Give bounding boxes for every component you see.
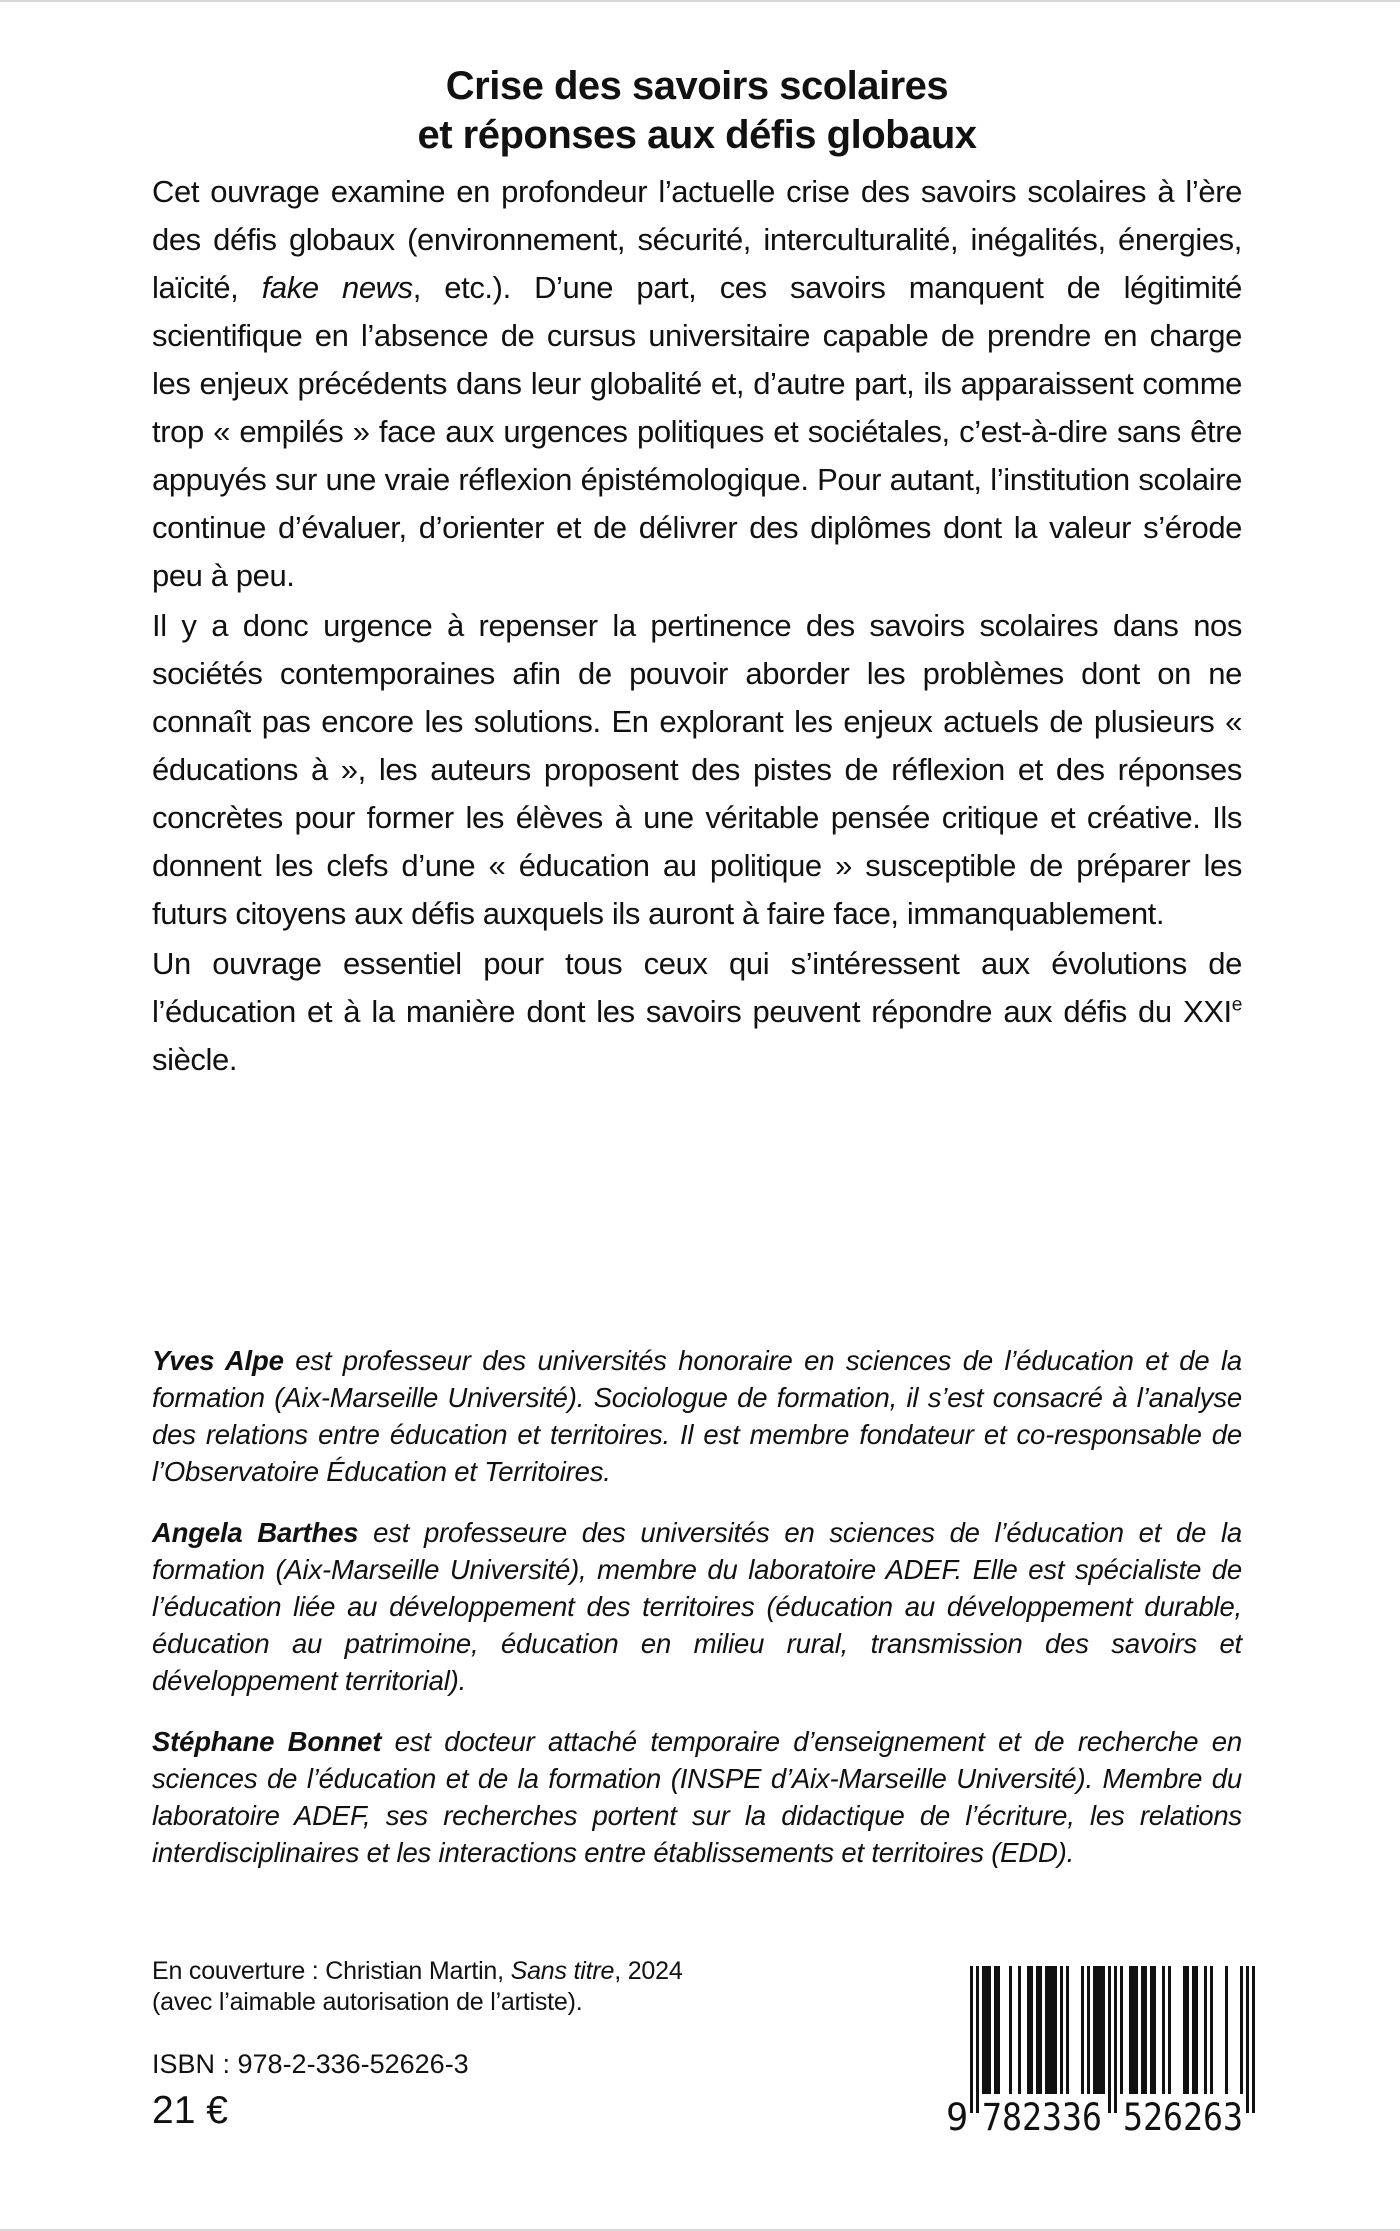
synopsis — [152, 168, 1242, 1086]
barcode-bars — [946, 1966, 1261, 2138]
cover-credit-work-title: Sans titre — [510, 1957, 615, 1985]
cover-credit-year: , 2024 — [614, 1957, 683, 1985]
author-name: Stéphane Bonnet — [152, 1726, 382, 1757]
author-name: Yves Alpe — [152, 1345, 284, 1376]
svg-text:782336: 782336 — [982, 2096, 1102, 2138]
cover-credit-line2: (avec l’aimable autorisation de l’artiste). — [152, 1988, 583, 2016]
price-text: 21 € — [152, 2089, 228, 2132]
ean13-barcode — [946, 1966, 1261, 2138]
author-bios — [152, 1342, 1242, 1895]
synopsis-p1-text-cont: , etc.). D’une part, ces savoirs manquent de légitimité scientifique en l’absence de cursus universitaire capable de prendre en charge les enjeux précédents dans leur globalité et, d’autre part, ils apparaissent comme trop « empilés » face aux urgences politiques et sociétales, c’est-à-dire sans être appuyés sur une vraie réflexion épistémologique. Pour autant, l’institution scolaire continue d’évaluer, d’orienter et de délivrer des diplômes dont la valeur s’érode peu à peu. — [152, 270, 1242, 593]
book-title — [152, 62, 1242, 160]
synopsis-p3-superscript: e — [1231, 994, 1242, 1016]
author-bio-angela-barthes — [152, 1514, 1242, 1699]
author-bio-text: est professeur des universités honoraire en sciences de l’éducation et de la formation (Aix-Marseille Université). Sociologue de formation, il s’est consacré à l’analyse des relations entre éducation et territoires. Il est membre fondateur et co-responsable de l’Observatoire Éducation et Territoires. — [152, 1345, 1242, 1487]
synopsis-paragraph-3 — [152, 940, 1242, 1084]
cover-credit-text: En couverture : Christian Martin, — [152, 1957, 511, 1985]
isbn-text: ISBN : 978-2-336-52626-3 — [152, 2049, 469, 2079]
synopsis-paragraph-2: Il y a donc urgence à repenser la pertinence des savoirs scolaires dans nos sociétés contemporaines afin de pouvoir aborder les problèmes dont on ne connaît pas encore les solutions. En explorant les enjeux actuels de plusieurs « éducations à », les auteurs proposent des pistes de réflexion et des réponses concrètes pour former les élèves à une véritable pensée critique et créative. Ils donnent les clefs d’une « éducation au politique » susceptible de préparer les futurs citoyens aux défis auxquels ils auront à faire face, immanquablement. — [152, 608, 1242, 931]
synopsis-p3-text: Un ouvrage essentiel pour tous ceux qui s’intéressent aux évolutions de l’éducation et à la manière dont les savoirs peuvent répondre aux défis du XXI — [152, 946, 1242, 1029]
author-bio-yves-alpe — [152, 1342, 1242, 1490]
synopsis-p1-text: Cet ouvrage examine en profondeur l’actuelle crise des savoirs scolaires à l’ère des défis globaux (environnement, sécurité, interculturalité, inégalités, énergies, laïcité, — [152, 174, 1242, 305]
synopsis-paragraph-1 — [152, 168, 1242, 600]
book-title-line1: Crise des savoirs scolaires — [445, 64, 949, 108]
author-bio-stephane-bonnet — [152, 1723, 1242, 1871]
author-bio-text: est docteur attaché temporaire d’enseignement et de recherche en sciences de l’éducation et de la formation (INSPE d’Aix-Marseille Université). Membre du laboratoire ADEF, ses recherches portent sur la didactique de l’écriture, les relations interdisciplinaires et les interactions entre établissements et territoires (EDD). — [152, 1726, 1242, 1868]
book-title-line2: et réponses aux défis globaux — [417, 113, 977, 157]
author-bio-text: est professeure des universités en sciences de l’éducation et de la formation (Aix-Marseille Université), membre du laboratoire ADEF. Elle est spécialiste de l’éducation liée au développement des territoires (éducation au développement durable, éducation au patrimoine, éducation en milieu rural, transmission des savoirs et développement territorial). — [152, 1517, 1242, 1696]
author-name: Angela Barthes — [152, 1517, 359, 1548]
svg-text:9: 9 — [946, 2096, 969, 2138]
synopsis-p1-italic-term: fake news — [261, 270, 413, 305]
svg-text:526263: 526263 — [1123, 2096, 1243, 2138]
synopsis-p3-text-cont: siècle. — [152, 1042, 238, 1077]
